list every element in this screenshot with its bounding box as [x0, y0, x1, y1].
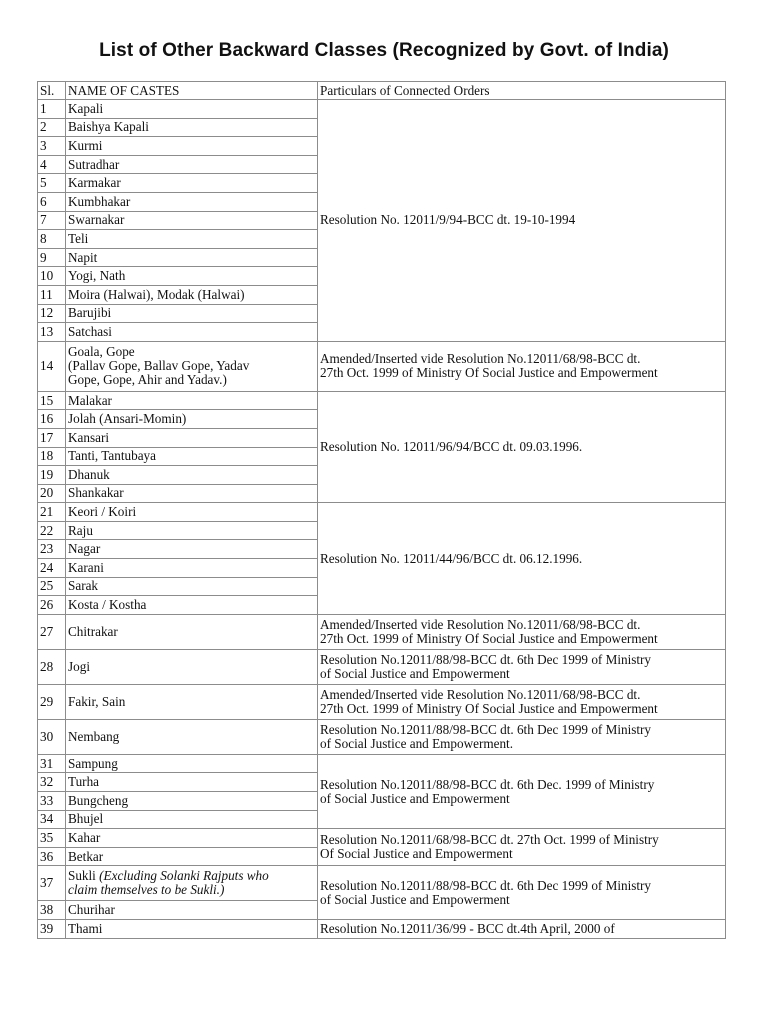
caste-name: Sutradhar	[68, 156, 120, 172]
table-row	[38, 614, 726, 649]
row-sl: 39	[38, 920, 66, 939]
row-caste-name	[66, 304, 318, 323]
row-caste-name	[66, 118, 318, 137]
row-caste-name	[66, 596, 318, 615]
row-sl: 36	[38, 847, 66, 866]
caste-note: (Excluding Solanki Rajputs who	[99, 868, 269, 884]
caste-name: Churihar	[68, 902, 115, 918]
row-sl: 11	[38, 285, 66, 304]
row-sl: 10	[38, 267, 66, 286]
connected-orders-cell	[318, 341, 726, 391]
row-sl: 31	[38, 754, 66, 773]
caste-name: Turha	[68, 774, 100, 790]
caste-name: Kansari	[68, 429, 110, 445]
order-text: Resolution No.12011/36/99 - BCC dt.4th April, 2000 of	[320, 920, 615, 936]
caste-name: Tanti, Tantubaya	[68, 448, 156, 464]
row-sl: 9	[38, 248, 66, 267]
row-caste-name	[66, 174, 318, 193]
caste-name: Sukli	[68, 868, 96, 884]
order-text: Resolution No.12011/88/98-BCC dt. 6th Dec. 1999 of Ministry	[320, 776, 655, 792]
row-caste-name	[66, 192, 318, 211]
caste-note: claim themselves to be Sukli.)	[68, 882, 225, 898]
row-caste-name	[66, 920, 318, 939]
order-text: Resolution No. 12011/9/94-BCC dt. 19-10-1994	[320, 212, 576, 228]
row-sl: 16	[38, 410, 66, 429]
connected-orders-cell	[318, 649, 726, 684]
obc-table	[37, 81, 726, 939]
caste-name: Shankakar	[68, 485, 124, 501]
row-caste-name	[66, 810, 318, 829]
row-caste-name	[66, 684, 318, 719]
row-caste-name	[66, 248, 318, 267]
connected-orders-cell	[318, 829, 726, 866]
caste-name: Baishya Kapali	[68, 119, 149, 135]
connected-orders-cell	[318, 920, 726, 939]
order-text: Resolution No.12011/88/98-BCC dt. 6th Dec 1999 of Ministry	[320, 651, 652, 667]
caste-name: Karmakar	[68, 175, 121, 191]
row-caste-name	[66, 792, 318, 811]
row-caste-name	[66, 754, 318, 773]
connected-orders-cell	[318, 684, 726, 719]
row-caste-name	[66, 100, 318, 119]
connected-orders-cell	[318, 866, 726, 920]
row-caste-name	[66, 866, 318, 901]
row-caste-name	[66, 847, 318, 866]
row-sl: 37	[38, 866, 66, 901]
order-text: Resolution No. 12011/44/96/BCC dt. 06.12.1996.	[320, 550, 583, 566]
row-sl: 30	[38, 719, 66, 754]
caste-name: Nembang	[68, 728, 120, 744]
row-sl: 25	[38, 577, 66, 596]
row-sl: 4	[38, 155, 66, 174]
row-caste-name	[66, 503, 318, 522]
header-particulars: Particulars of Connected Orders	[318, 82, 726, 100]
header-sl: Sl.	[38, 82, 66, 100]
table-row	[38, 684, 726, 719]
row-sl: 29	[38, 684, 66, 719]
caste-name-line: Gope, Gope, Ahir and Yadav.)	[68, 372, 227, 388]
row-sl: 19	[38, 466, 66, 485]
row-sl: 17	[38, 428, 66, 447]
caste-name: Swarnakar	[68, 212, 125, 228]
connected-orders-cell	[318, 754, 726, 828]
table-row	[38, 719, 726, 754]
row-sl: 27	[38, 614, 66, 649]
row-sl: 12	[38, 304, 66, 323]
row-sl: 14	[38, 341, 66, 391]
row-caste-name	[66, 285, 318, 304]
order-text: Resolution No.12011/68/98-BCC dt. 27th Oct. 1999 of Ministry	[320, 832, 659, 848]
row-caste-name	[66, 267, 318, 286]
caste-name: Napit	[68, 249, 98, 265]
connected-orders-cell	[318, 614, 726, 649]
caste-name: Goala, Gope	[68, 344, 135, 360]
caste-name: Betkar	[68, 848, 104, 864]
row-caste-name	[66, 341, 318, 391]
caste-name: Raju	[68, 522, 93, 538]
caste-name: Malakar	[68, 392, 112, 408]
row-caste-name	[66, 428, 318, 447]
caste-name: Bhujel	[68, 811, 104, 827]
row-caste-name	[66, 829, 318, 848]
order-text: Resolution No. 12011/96/94/BCC dt. 09.03.1996.	[320, 439, 583, 454]
table-header-row	[38, 82, 726, 100]
row-caste-name	[66, 540, 318, 559]
caste-name: Barujibi	[68, 305, 112, 321]
connected-orders-cell	[318, 391, 726, 503]
row-caste-name	[66, 521, 318, 540]
order-text: Amended/Inserted vide Resolution No.12011/68/98-BCC dt.	[320, 351, 641, 367]
caste-name: Yogi, Nath	[68, 268, 126, 284]
row-sl: 2	[38, 118, 66, 137]
row-sl: 28	[38, 649, 66, 684]
order-text: 27th Oct. 1999 of Ministry Of Social Justice and Empowerment	[320, 700, 658, 716]
row-caste-name	[66, 773, 318, 792]
caste-name: Kurmi	[68, 137, 103, 153]
row-caste-name	[66, 901, 318, 920]
caste-name: Sampung	[68, 755, 118, 771]
caste-name: Sarak	[68, 578, 99, 594]
caste-name: Chitrakar	[68, 623, 118, 639]
caste-name: Bungcheng	[68, 792, 129, 808]
row-caste-name	[66, 484, 318, 503]
row-sl: 13	[38, 323, 66, 342]
row-caste-name	[66, 410, 318, 429]
row-caste-name	[66, 137, 318, 156]
caste-name: Kosta / Kostha	[68, 597, 147, 613]
order-text: of Social Justice and Empowerment	[320, 891, 510, 907]
row-sl: 7	[38, 211, 66, 230]
order-text: Amended/Inserted vide Resolution No.12011/68/98-BCC dt.	[320, 686, 641, 702]
row-sl: 5	[38, 174, 66, 193]
order-text: of Social Justice and Empowerment.	[320, 735, 514, 751]
caste-name: Thami	[68, 920, 103, 936]
row-caste-name	[66, 155, 318, 174]
row-sl: 33	[38, 792, 66, 811]
row-sl: 38	[38, 901, 66, 920]
row-caste-name	[66, 577, 318, 596]
row-caste-name	[66, 323, 318, 342]
row-sl: 21	[38, 503, 66, 522]
row-sl: 18	[38, 447, 66, 466]
row-caste-name	[66, 559, 318, 578]
row-caste-name	[66, 719, 318, 754]
row-sl: 22	[38, 521, 66, 540]
table-row	[38, 920, 726, 939]
table-row	[38, 829, 726, 848]
row-sl: 15	[38, 391, 66, 410]
row-caste-name	[66, 211, 318, 230]
order-text: of Social Justice and Empowerment	[320, 790, 510, 806]
page-title: List of Other Backward Classes (Recognized by Govt. of India)	[99, 40, 669, 61]
row-sl: 32	[38, 773, 66, 792]
connected-orders-cell	[318, 503, 726, 615]
caste-name: Kapali	[68, 100, 104, 116]
order-text: 27th Oct. 1999 of Ministry Of Social Justice and Empowerment	[320, 630, 658, 646]
caste-name: Keori / Koiri	[68, 504, 137, 520]
caste-name: Satchasi	[68, 323, 112, 339]
row-sl: 35	[38, 829, 66, 848]
order-text: of Social Justice and Empowerment	[320, 665, 510, 681]
caste-name: Kahar	[68, 830, 101, 846]
row-sl: 1	[38, 100, 66, 119]
row-caste-name	[66, 649, 318, 684]
row-sl: 23	[38, 540, 66, 559]
table-row	[38, 866, 726, 901]
caste-name: Fakir, Sain	[68, 693, 126, 709]
order-text: Of Social Justice and Empowerment	[320, 846, 513, 862]
caste-name: Dhanuk	[68, 466, 110, 482]
row-sl: 34	[38, 810, 66, 829]
table-row	[38, 341, 726, 391]
table-row	[38, 100, 726, 119]
order-text: 27th Oct. 1999 of Ministry Of Social Justice and Empowerment	[320, 365, 658, 381]
row-sl: 6	[38, 192, 66, 211]
table-row	[38, 754, 726, 773]
row-caste-name	[66, 466, 318, 485]
caste-name: Teli	[68, 230, 89, 246]
table-row	[38, 391, 726, 410]
order-text: Amended/Inserted vide Resolution No.12011/68/98-BCC dt.	[320, 616, 641, 632]
caste-name: Jogi	[68, 658, 90, 674]
connected-orders-cell	[318, 719, 726, 754]
row-sl: 24	[38, 559, 66, 578]
row-sl: 20	[38, 484, 66, 503]
table-row	[38, 503, 726, 522]
row-caste-name	[66, 614, 318, 649]
row-caste-name	[66, 447, 318, 466]
row-caste-name	[66, 230, 318, 249]
caste-name: Jolah (Ansari-Momin)	[68, 411, 187, 427]
row-sl: 26	[38, 596, 66, 615]
caste-name: Moira (Halwai), Modak (Halwai)	[68, 286, 245, 302]
order-text: Resolution No.12011/88/98-BCC dt. 6th Dec 1999 of Ministry	[320, 721, 652, 737]
row-sl: 3	[38, 137, 66, 156]
caste-name: Karani	[68, 559, 104, 575]
table-row	[38, 649, 726, 684]
connected-orders-cell	[318, 100, 726, 342]
caste-name-line: (Pallav Gope, Ballav Gope, Yadav	[68, 358, 250, 374]
row-sl: 8	[38, 230, 66, 249]
order-text: Resolution No.12011/88/98-BCC dt. 6th Dec 1999 of Ministry	[320, 877, 652, 893]
row-caste-name	[66, 391, 318, 410]
caste-name: Kumbhakar	[68, 193, 131, 209]
header-name-of-castes: NAME OF CASTES	[66, 82, 318, 100]
caste-name: Nagar	[68, 541, 101, 557]
